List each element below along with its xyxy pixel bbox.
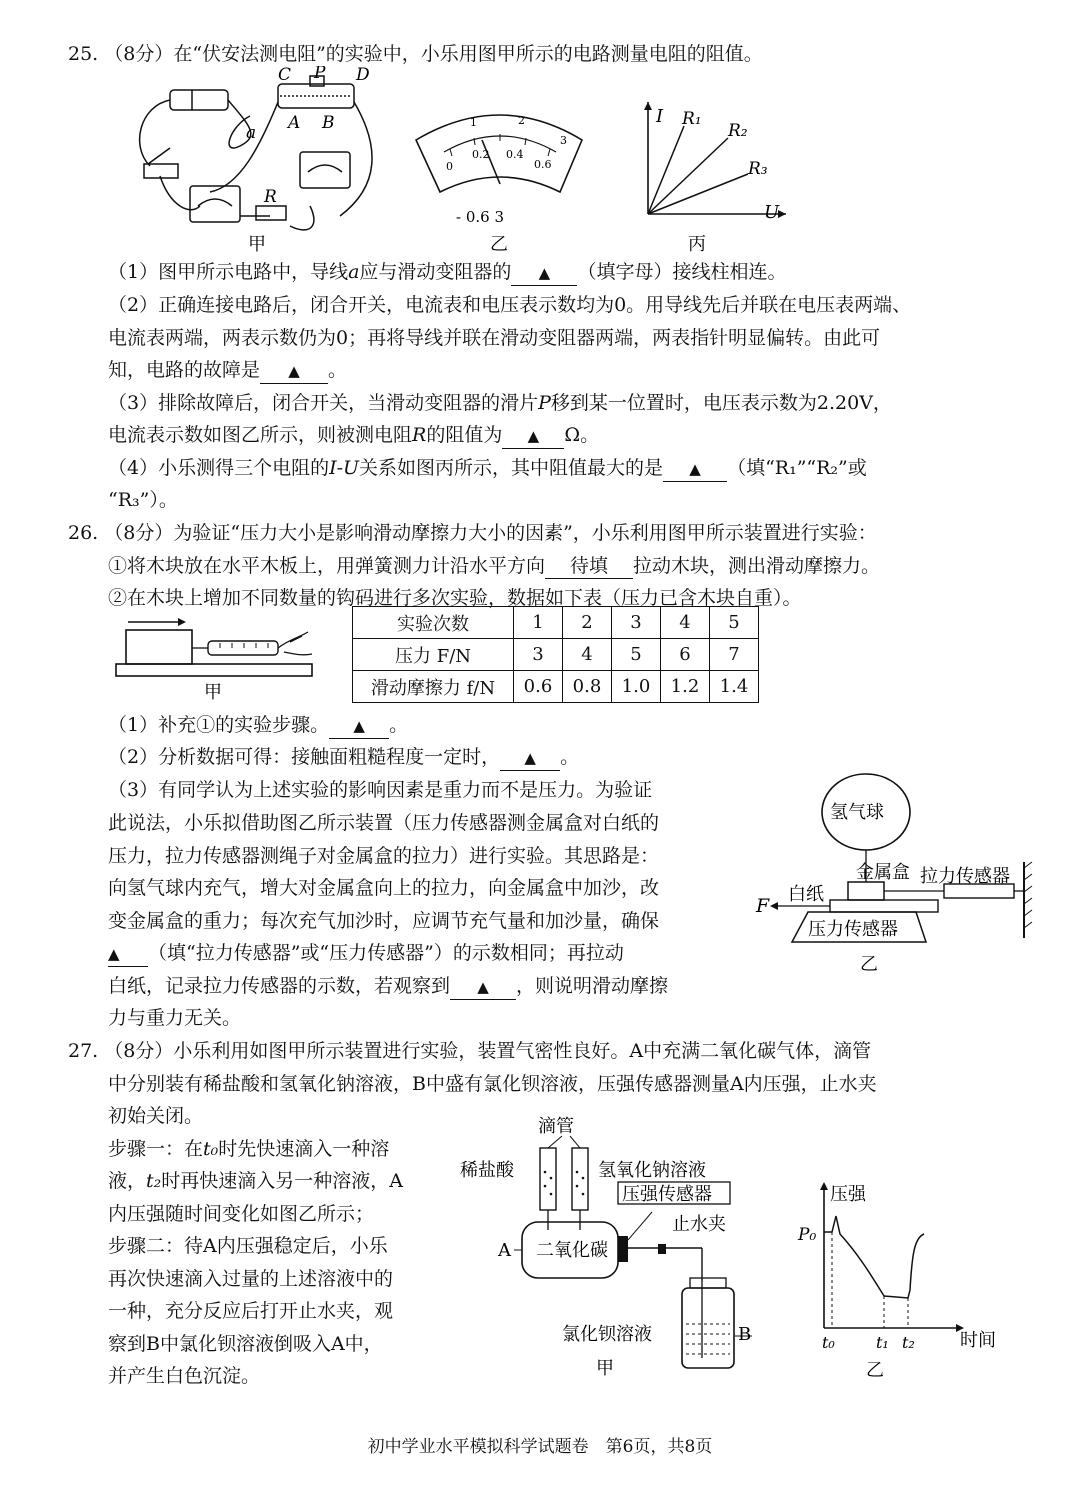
q26-sub3-l7a: 白纸，记录拉力传感器的示数，若观察到	[108, 975, 451, 997]
table-cell: 3	[514, 639, 563, 671]
table-cell: 6	[661, 639, 710, 671]
label-t0: t₀	[822, 1333, 835, 1352]
q27-var-t2: t₂	[146, 1170, 162, 1192]
label-naoh: 氢氧化钠溶液	[598, 1160, 706, 1181]
scale-top-3: 3	[560, 134, 567, 147]
answer-blank[interactable]	[108, 941, 148, 967]
q26-figure-jia-setup	[112, 612, 332, 704]
table-row	[353, 671, 759, 703]
table-row	[353, 607, 759, 639]
q27-step2-line5: 并产生白色沉淀。	[108, 1365, 261, 1387]
q27-step1-line1	[108, 1137, 389, 1161]
q25-sub3-var-p: P	[538, 392, 551, 414]
q25-figure-yi-ammeter	[410, 100, 590, 260]
q27-figure-jia-apparatus	[452, 1112, 762, 1384]
answer-mark: ▲	[288, 362, 300, 380]
q25-sub4-line1	[108, 456, 867, 482]
scale-bottom-0: 0	[446, 160, 453, 173]
axis-pressure: 压强	[830, 1184, 866, 1205]
label-white-paper: 白纸	[788, 884, 824, 905]
table-cell: 4	[661, 607, 710, 639]
q25-sub4-line2: “R₃”）。	[108, 489, 178, 511]
q25-figure-jia-circuit	[130, 66, 390, 256]
q25-figure-bing-graph	[636, 96, 796, 260]
label-c: C	[278, 66, 292, 85]
table-cell: 0.6	[514, 671, 563, 703]
q26-stem: （8分）为验证“压力大小是影响滑动摩擦力大小的因素”，小乐利用图甲所示装置进行实验：	[104, 522, 877, 544]
wood-block-icon	[126, 630, 192, 664]
battery-icon	[170, 90, 228, 110]
q25-sub1	[108, 260, 786, 286]
q26-step1	[108, 554, 880, 579]
q25-stem-line	[68, 42, 763, 66]
label-bacl2: 氯化钡溶液	[562, 1324, 652, 1345]
q27-stem-line1	[68, 1039, 871, 1063]
table-header-trials: 实验次数	[353, 607, 514, 639]
axis-time: 时间	[960, 1330, 996, 1351]
answer-mark: ▲	[538, 264, 551, 282]
q26-step1a: ①将木块放在水平木板上，用弹簧测力计沿水平方向	[108, 555, 546, 577]
q26-step1b: 拉动木块，测出滑动摩擦力。	[633, 555, 881, 577]
q27-stem-line2: 中分别装有稀盐酸和氢氧化钠溶液，B中盛有氯化钡溶液，压强传感器测量A内压强，止水夹	[108, 1073, 877, 1095]
board-icon	[116, 664, 312, 676]
q26-data-table	[352, 606, 759, 703]
table-cell: 5	[710, 607, 759, 639]
dropper-icon	[540, 1148, 556, 1210]
voltmeter-icon	[300, 152, 350, 188]
label-t2: t₂	[902, 1333, 915, 1352]
label-pressure-sensor-27: 压强传感器	[622, 1184, 712, 1205]
q25-sub2-line2: 电流表两端，两表示数仍为0；再将导线并联在滑动变阻器两端，两表指针明显偏转。由此可	[108, 327, 881, 349]
answer-mark: ▲	[689, 460, 701, 478]
q27-stem-line3: 初始关闭。	[108, 1105, 204, 1127]
label-d: D	[356, 66, 370, 85]
stopper-icon	[618, 1236, 628, 1262]
label-balloon: 氢气球	[830, 802, 884, 823]
q26-sub3-line8: 力与重力无关。	[108, 1007, 242, 1029]
q27-step2-line1: 步骤二：待A内压强稳定后，小乐	[108, 1235, 388, 1257]
table-row	[353, 639, 759, 671]
q25-sub4-l1c: （填“R₁”“R₂”或	[727, 457, 867, 479]
label-t1: t₁	[876, 1333, 889, 1352]
q25-sub4-l1a: （4）小乐测得三个电阻的	[108, 457, 330, 479]
table-cell: 1	[514, 607, 563, 639]
q26-sub3-l6b: （填“拉力传感器”或“压力传感器”）的示数相同；再拉动	[148, 942, 624, 964]
answer-blank[interactable]	[260, 358, 328, 384]
q26-sub3-line5: 变金属盒的重力；每次充气加沙时，应调节充气量和加沙量，确保	[108, 910, 660, 932]
scale-bottom-06: 0.6	[534, 158, 552, 171]
q25-sub1-a: （1）图甲所示电路中，导线	[108, 261, 349, 283]
metal-box-icon	[848, 882, 884, 900]
q26-sub3-line3: 压力，拉力传感器测绳子对金属盒的拉力）进行实验。其思路是：	[108, 845, 660, 867]
label-pressure-sensor: 压力传感器	[808, 919, 898, 940]
q26-sub3-line4: 向氢气球内充气，增大对金属盒向上的拉力，向金属盒中加沙，改	[108, 877, 660, 899]
scale-bottom-02: 0.2	[472, 148, 490, 161]
table-cell: 5	[612, 639, 661, 671]
q27-step2-line4: 察到B中氯化钡溶液倒吸入A中，	[108, 1333, 383, 1355]
answer-blank[interactable]	[329, 713, 389, 739]
q26-sub3-l7b: ，则说明滑动摩擦	[516, 975, 669, 997]
answer-blank[interactable]	[500, 745, 560, 771]
scale-bottom-04: 0.4	[506, 148, 524, 161]
axis-u: U	[764, 202, 780, 223]
answer-blank[interactable]	[502, 423, 564, 449]
dropper-icon	[572, 1148, 588, 1210]
label-force-f: F	[756, 895, 770, 917]
table-cell: 1.4	[710, 671, 759, 703]
scale-top-1: 1	[470, 116, 477, 129]
q26-step2: ②在木块上增加不同数量的钩码进行多次实验，数据如下表（压力已含木块自重）。	[108, 587, 802, 609]
figure-yi-caption-26: 乙	[860, 954, 878, 975]
white-paper-icon	[830, 900, 938, 912]
q26-step1-fill[interactable]: 待填	[545, 554, 633, 579]
label-r3: R₃	[748, 159, 768, 179]
bottle-b-icon	[682, 1288, 734, 1368]
table-cell: 1.2	[661, 671, 710, 703]
q26-sub2b: 。	[560, 746, 580, 768]
answer-mark: ▲	[108, 945, 120, 963]
q26-sub2	[108, 745, 579, 771]
q26-sub3-line6	[108, 941, 624, 967]
q26-sub1a: （1）补充①的实验步骤。	[108, 714, 330, 736]
figure-jia-caption: 甲	[248, 234, 266, 255]
label-r2: R₂	[728, 121, 748, 141]
hand-icon	[278, 632, 312, 655]
q25-sub3-l2a: 电流表示数如图乙所示，则被测电阻	[108, 424, 413, 446]
figure-yi-caption: 乙	[490, 234, 508, 255]
answer-mark: ▲	[527, 427, 540, 445]
label-co2: 二氧化碳	[536, 1240, 608, 1261]
answer-blank[interactable]	[663, 456, 727, 482]
table-header-pressure: 压力 F/N	[353, 639, 514, 671]
answer-mark: ▲	[524, 749, 536, 767]
label-r1: R₁	[682, 109, 702, 129]
q27-number: 27.	[68, 1040, 99, 1062]
answer-blank[interactable]	[450, 974, 516, 1000]
q25-sub2-l3b: 。	[328, 359, 348, 381]
q27-stem-l1: （8分）小乐利用如图甲所示装置进行实验，装置气密性良好。A中充满二氧化碳气体，滴管	[104, 1040, 872, 1062]
q25-sub3-l1b: 移到某一位置时，电压表示数为2.20V，	[550, 392, 892, 414]
q27-var-t0: t₀	[203, 1138, 219, 1160]
q25-sub1-b: 应与滑动变阻器的	[359, 261, 512, 283]
q25-stem: （8分）在“伏安法测电阻”的实验中，小乐用图甲所示的电路测量电阻的阻值。	[104, 43, 763, 65]
label-b: B	[322, 113, 335, 133]
label-wire-a: a	[246, 123, 257, 143]
line-r2	[648, 138, 728, 214]
figure-jia-caption-26: 甲	[204, 682, 222, 703]
label-hcl: 稀盐酸	[460, 1160, 514, 1181]
q27-s1-l2b: 时再快速滴入另一种溶液，A	[161, 1170, 404, 1192]
q26-sub1b: 。	[389, 714, 409, 736]
table-cell: 0.8	[563, 671, 612, 703]
label-dropper: 滴管	[538, 1116, 574, 1137]
label-a-terminal: A	[288, 113, 301, 133]
ammeter-terminals: - 0.6 3	[456, 208, 505, 226]
q26-sub1	[108, 713, 408, 739]
q27-step1-line3: 内压强随时间变化如图乙所示；	[108, 1203, 375, 1225]
q26-sub3-line1: （3）有同学认为上述实验的影响因素是重力而不是压力。为验证	[108, 779, 653, 801]
q25-sub3-line2	[108, 423, 599, 449]
q26-figure-yi-apparatus	[748, 770, 1048, 980]
table-cell: 2	[563, 607, 612, 639]
clamp-icon	[658, 1244, 666, 1254]
label-clamp: 止水夹	[672, 1214, 726, 1235]
scale-top-2: 2	[518, 114, 525, 127]
axis-i: I	[656, 106, 664, 127]
answer-mark: ▲	[353, 717, 365, 735]
figure-yi-caption-27: 乙	[866, 1360, 884, 1381]
q27-step1-line2	[108, 1169, 403, 1193]
q26-sub3-line2: 此说法，小乐拟借助图乙所示装置（压力传感器测金属盒对白纸的	[108, 812, 660, 834]
q25-sub1-c: （填字母）接线柱相连。	[577, 261, 787, 283]
label-b-bottle: B	[738, 1324, 752, 1345]
label-a: A	[498, 1240, 511, 1261]
q27-s1-l2a: 液，	[108, 1170, 147, 1192]
q27-s1-l1a: 步骤一：在	[108, 1138, 204, 1160]
q25-number: 25.	[68, 43, 99, 65]
table-cell: 7	[710, 639, 759, 671]
q25-sub4-var: I-U	[329, 457, 360, 479]
q25-sub3-l2b: 的阻值为	[426, 424, 503, 446]
answer-mark: ▲	[477, 978, 489, 996]
answer-blank[interactable]	[511, 260, 577, 286]
label-tension-sensor: 拉力传感器	[920, 866, 1010, 887]
q25-sub2-l3a: 知，电路的故障是	[108, 359, 261, 381]
q25-sub3-l2c: Ω。	[564, 424, 600, 446]
q26-number: 26.	[68, 522, 99, 544]
label-p: P	[314, 66, 326, 83]
line-r1	[648, 126, 684, 214]
q26-sub2a: （2）分析数据可得：接触面粗糙程度一定时，	[108, 746, 501, 768]
table-cell: 4	[563, 639, 612, 671]
q25-sub2-line3	[108, 358, 347, 384]
table-cell: 1.0	[612, 671, 661, 703]
label-metal-box: 金属盒	[856, 862, 910, 883]
line-r3	[648, 174, 748, 214]
label-p0: P₀	[798, 1225, 817, 1245]
q27-step2-line3: 一种，充分反应后打开止水夹，观	[108, 1300, 394, 1322]
q25-sub2-line1: （2）正确连接电路后，闭合开关，电流表和电压表示数均为0。用导线先后并联在电压表两端、	[108, 294, 912, 316]
figure-jia-caption-27: 甲	[596, 1358, 614, 1379]
q26-sub3-line7	[108, 974, 668, 1000]
table-cell: 3	[612, 607, 661, 639]
page-footer: 初中学业水平模拟科学试题卷 第6页，共8页	[367, 1437, 713, 1457]
q27-figure-yi-graph	[790, 1176, 1010, 1384]
table-header-friction: 滑动摩擦力 f/N	[353, 671, 514, 703]
q26-stem-line	[68, 521, 877, 545]
q25-sub3-l1a: （3）排除故障后，闭合开关，当滑动变阻器的滑片	[108, 392, 539, 414]
q27-step2-line2: 再次快速滴入过量的上述溶液中的	[108, 1268, 394, 1290]
label-r: R	[264, 187, 277, 207]
figure-bing-caption: 丙	[688, 234, 706, 255]
q27-s1-l1b: 时先快速滴入一种溶	[218, 1138, 390, 1160]
q25-sub3-var-r: R	[412, 424, 427, 446]
q25-sub4-l1b: 关系如图丙所示，其中阻值最大的是	[359, 457, 664, 479]
resistor-icon	[256, 206, 286, 220]
pressure-curve	[824, 1216, 924, 1298]
q25-sub3-line1	[108, 391, 892, 415]
q25-sub1-var: a	[348, 261, 360, 283]
